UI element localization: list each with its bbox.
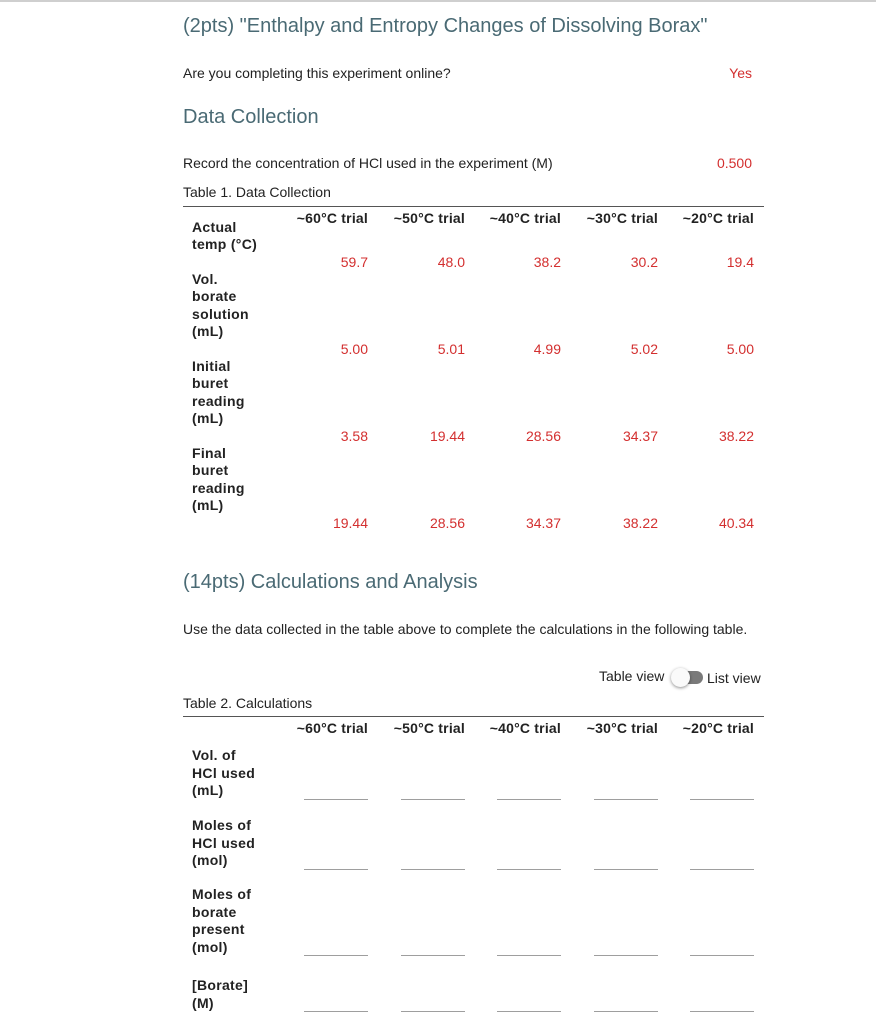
- table2-top-rule: [183, 716, 764, 717]
- table1-cell-value[interactable]: 5.01: [437, 341, 465, 357]
- table2-answer-field[interactable]: [497, 1011, 561, 1012]
- row-label-line: (mL): [192, 782, 224, 798]
- table1-cell-value[interactable]: 3.58: [340, 428, 368, 444]
- table2-answer-field[interactable]: [304, 799, 368, 800]
- row-label-line: (mL): [192, 497, 224, 513]
- table2-answer-field[interactable]: [304, 1011, 368, 1012]
- table1-caption: Table 1. Data Collection: [183, 184, 331, 200]
- row-label-line: Moles of: [192, 817, 252, 833]
- table1-cell-value[interactable]: 48.0: [437, 254, 465, 270]
- table2-answer-field[interactable]: [304, 955, 368, 956]
- table1-cell-value[interactable]: 5.00: [340, 341, 368, 357]
- top-divider: [0, 0, 876, 2]
- table1-cell-value[interactable]: 4.99: [533, 341, 561, 357]
- row-label-line: Initial: [192, 357, 231, 374]
- table1-cell-value[interactable]: 34.37: [622, 428, 658, 444]
- row-label-line: solution: [192, 305, 249, 322]
- page-title: (2pts) "Enthalpy and Entropy Changes of Dissolving Borax": [183, 15, 708, 37]
- row-label-line: Final: [192, 444, 227, 461]
- calculations-instructions: Use the data collected in the table above to complete the calculations in the following table.: [183, 621, 748, 637]
- table1-cell-value[interactable]: 19.4: [726, 254, 754, 270]
- table1-cell-value[interactable]: 38.22: [622, 515, 658, 531]
- table1-cell-value[interactable]: 34.37: [525, 515, 561, 531]
- table2-answer-field[interactable]: [497, 869, 561, 870]
- table1-column-header: ~60°C trial: [296, 210, 368, 226]
- row-label-line: reading: [192, 392, 245, 409]
- table2-answer-field[interactable]: [304, 869, 368, 870]
- calculations-heading: (14pts) Calculations and Analysis: [183, 571, 478, 593]
- table1-cell-value[interactable]: 19.44: [332, 515, 368, 531]
- hcl-concentration-label: Record the concentration of HCl used in the experiment (M): [183, 155, 553, 171]
- table2-answer-field[interactable]: [594, 1011, 658, 1012]
- list-view-label[interactable]: List view: [707, 670, 761, 686]
- table1-cell-value[interactable]: 59.7: [340, 254, 368, 270]
- table2-column-header: ~60°C trial: [296, 720, 368, 736]
- table2-answer-field[interactable]: [401, 955, 465, 956]
- table1-row-label: [192, 358, 272, 428]
- row-label-line: borate: [192, 288, 237, 304]
- table1-cell-value[interactable]: 19.44: [429, 428, 465, 444]
- table2-column-header: ~30°C trial: [586, 720, 658, 736]
- row-label-line: (mol): [192, 852, 228, 868]
- table2-row-label: [192, 817, 272, 870]
- table2-answer-field[interactable]: [594, 869, 658, 870]
- table2-row-label: [192, 886, 272, 956]
- table1-cell-value[interactable]: 5.02: [630, 341, 658, 357]
- table1-cell-value[interactable]: 38.22: [718, 428, 754, 444]
- table1-column-header: ~50°C trial: [393, 210, 465, 226]
- table1-cell-value[interactable]: 28.56: [525, 428, 561, 444]
- table2-answer-field[interactable]: [690, 869, 754, 870]
- table2-column-header: ~20°C trial: [682, 720, 754, 736]
- row-label-line: (mL): [192, 410, 224, 426]
- hcl-concentration-value[interactable]: 0.500: [716, 155, 752, 171]
- row-label-line: buret: [192, 462, 229, 478]
- table2-answer-field[interactable]: [690, 799, 754, 800]
- table2-caption: Table 2. Calculations: [183, 695, 313, 711]
- row-label-line: Vol.: [192, 270, 218, 287]
- table2-answer-field[interactable]: [497, 955, 561, 956]
- table1-column-header: ~20°C trial: [682, 210, 754, 226]
- table1-row-label: [192, 445, 272, 515]
- table1-row-label: [192, 271, 272, 341]
- table2-answer-field[interactable]: [401, 1011, 465, 1012]
- table-view-label[interactable]: Table view: [599, 668, 665, 684]
- row-label-line: reading: [192, 479, 245, 496]
- table1-top-rule: [183, 206, 764, 207]
- row-label-line: temp (°C): [192, 236, 258, 252]
- table2-answer-field[interactable]: [401, 799, 465, 800]
- table2-answer-field[interactable]: [690, 1011, 754, 1012]
- row-label-line: Vol. of: [192, 747, 236, 763]
- row-label-line: HCl used: [192, 834, 256, 851]
- table2-column-header: ~50°C trial: [393, 720, 465, 736]
- online-answer[interactable]: Yes: [729, 65, 752, 81]
- table1-cell-value[interactable]: 28.56: [429, 515, 465, 531]
- row-label-line: buret: [192, 375, 229, 391]
- row-label-line: [Borate]: [192, 977, 249, 993]
- table2-answer-field[interactable]: [497, 799, 561, 800]
- table1-cell-value[interactable]: 5.00: [726, 341, 754, 357]
- row-label-line: (mL): [192, 323, 224, 339]
- row-label-line: present: [192, 921, 245, 937]
- table2-row-label: [192, 747, 272, 800]
- table2-row-label: [192, 977, 272, 1012]
- table2-answer-field[interactable]: [401, 869, 465, 870]
- table1-column-header: ~30°C trial: [586, 210, 658, 226]
- table1-cell-value[interactable]: 30.2: [630, 254, 658, 270]
- row-label-line: Moles of: [192, 886, 252, 902]
- table1-cell-value[interactable]: 40.34: [718, 515, 754, 531]
- row-label-line: (M): [192, 994, 214, 1011]
- row-label-line: HCl used: [192, 764, 256, 781]
- row-label-line: borate: [192, 903, 237, 920]
- table2-column-header: ~40°C trial: [489, 720, 561, 736]
- online-question-label: Are you completing this experiment online?: [183, 65, 451, 81]
- table2-answer-field[interactable]: [594, 799, 658, 800]
- table1-row-label: [192, 219, 272, 254]
- data-collection-heading: Data Collection: [183, 106, 319, 128]
- row-label-line: (mol): [192, 938, 228, 955]
- table2-answer-field[interactable]: [594, 955, 658, 956]
- table2-answer-field[interactable]: [690, 955, 754, 956]
- table1-column-header: ~40°C trial: [489, 210, 561, 226]
- view-toggle-thumb[interactable]: [671, 668, 690, 687]
- table1-cell-value[interactable]: 38.2: [533, 254, 561, 270]
- row-label-line: Actual: [192, 218, 237, 235]
